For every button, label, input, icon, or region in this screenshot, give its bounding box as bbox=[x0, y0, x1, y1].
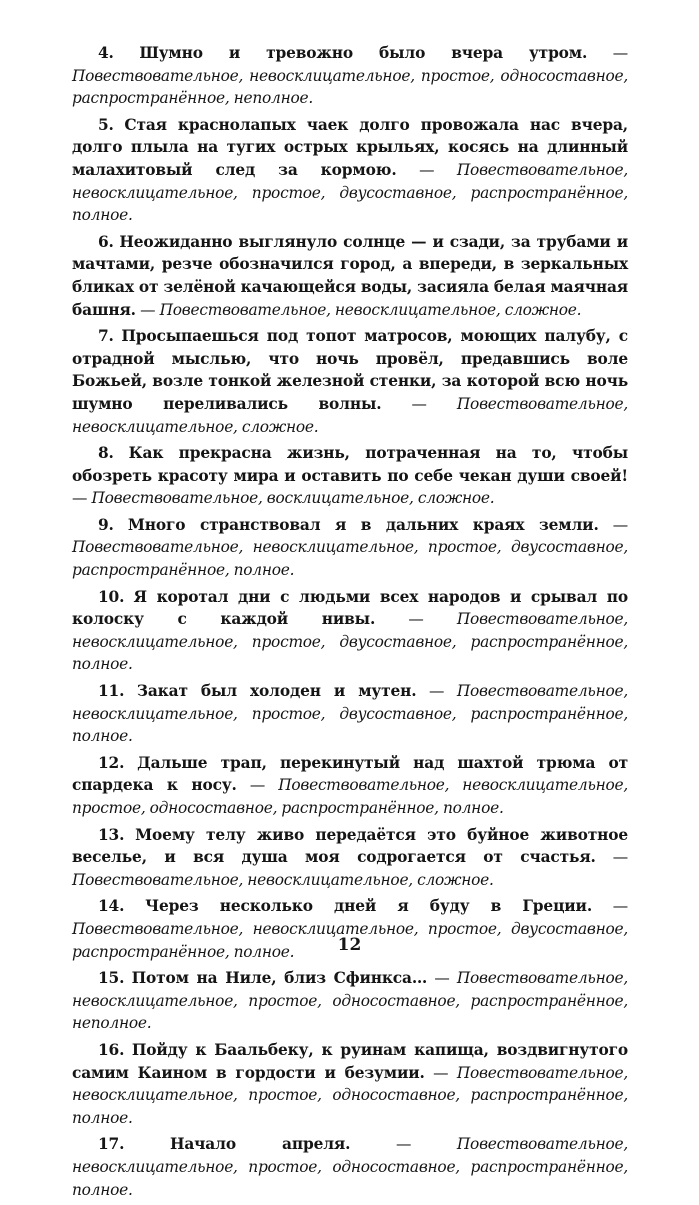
entry-sentence: Начало апреля. bbox=[169, 1135, 351, 1154]
entry-number: 9. bbox=[98, 515, 114, 534]
entry-13 bbox=[72, 824, 628, 892]
entry-sentence: Потом на Ниле, близ Сфинкса… bbox=[131, 969, 428, 988]
entry-number: 14. bbox=[98, 897, 125, 916]
entry-sentence: Моему телу живо передаётся это буйное животное веселье, и вся душа моя содрогается от счастья. bbox=[72, 825, 628, 867]
entry-dash: — bbox=[236, 776, 279, 795]
entry-number: 12. bbox=[98, 753, 125, 772]
entry-8 bbox=[72, 442, 628, 510]
entry-analysis: Повествовательное, невосклицательное, простое, двусоставное, распространённое, полное. bbox=[72, 919, 628, 961]
entry-sentence: Пойду к Баальбеку, к руинам капища, воздвигнутого самим Каином в гордости и безумии. bbox=[72, 1040, 628, 1082]
entry-7 bbox=[72, 325, 628, 438]
entry-number: 10. bbox=[98, 587, 125, 606]
entry-analysis: Повествовательное, невосклицательное, простое, двусоставное, распространённое, полное. bbox=[72, 610, 628, 674]
entry-number: 17. bbox=[98, 1135, 125, 1154]
entry-number: 6. bbox=[98, 232, 114, 251]
entry-analysis: Повествовательное, невосклицательное, простое, двусоставное, распространённое, полное. bbox=[72, 160, 628, 225]
entry-dash: — bbox=[375, 610, 457, 629]
entry-number: 5. bbox=[98, 115, 114, 134]
entry-sentence: Я коротал дни с людьми всех народов и срывал по колоску с каждой нивы. bbox=[72, 587, 628, 629]
entry-17 bbox=[72, 1133, 628, 1201]
entry-sentence: Через несколько дней я буду в Греции. bbox=[145, 897, 593, 916]
entry-16 bbox=[72, 1039, 628, 1129]
entry-analysis: Повествовательное, восклицательное, сложное. bbox=[91, 489, 495, 508]
entry-dash: — bbox=[592, 897, 628, 916]
entry-sentence: Шумно и тревожно было вчера утром. bbox=[139, 44, 588, 62]
entry-analysis: Повествовательное, невосклицательное, простое, двусоставное, распространённое, полное. bbox=[72, 682, 628, 746]
entry-sentence: Просыпаешься под топот матросов, моющих палубу, с отрадной мыслью, что ночь провёл, предавшись воле Божьей, возле тонкой железной стенки, за которой всю ночь шумно переливались волны. bbox=[72, 327, 628, 413]
entry-dash: — bbox=[595, 848, 629, 867]
entry-4 bbox=[72, 42, 628, 110]
entry-number: 11. bbox=[98, 682, 125, 701]
entry-sentence: Закат был холоден и мутен. bbox=[136, 682, 417, 701]
entry-analysis: Повествовательное, невосклицательное, простое, односоставное, распространённое, полное. bbox=[72, 776, 628, 817]
entry-dash: — bbox=[427, 969, 457, 988]
entry-6 bbox=[72, 231, 628, 321]
entry-analysis: Повествовательное, невосклицательное, простое, двусоставное, распространённое, полное. bbox=[72, 538, 628, 580]
entry-number: 8. bbox=[98, 444, 114, 463]
entry-analysis: Повествовательное, невосклицательное, сложное. bbox=[72, 394, 628, 436]
entry-5 bbox=[72, 114, 628, 227]
entry-analysis: Повествовательное, невосклицательное, простое, односоставное, распространённое, полное. bbox=[72, 1063, 628, 1127]
entry-analysis: Повествовательное, невосклицательное, сложное. bbox=[72, 870, 494, 889]
entry-sentence: Дальше трап, перекинутый над шахтой трюма от спардека к носу. bbox=[72, 753, 628, 795]
page-number: 12 bbox=[337, 935, 362, 955]
entry-9 bbox=[72, 514, 628, 582]
entry-dash: — bbox=[135, 300, 160, 319]
entry-dash: — bbox=[350, 1135, 457, 1154]
entry-sentence: Стая краснолапых чаек долго провожала нас вчера, долго плыла на тугих острых крыльях, косясь на длинный малахитовый след за кормою. bbox=[72, 115, 628, 179]
page-body bbox=[72, 42, 628, 1205]
entry-number: 16. bbox=[98, 1040, 125, 1059]
entry-dash: — bbox=[396, 160, 457, 179]
entry-dash: — bbox=[424, 1063, 457, 1082]
entry-number: 4. bbox=[98, 44, 114, 62]
entry-dash: — bbox=[381, 394, 457, 413]
entry-analysis: Повествовательное, невосклицательное, простое, односоставное, распространённое, полное. bbox=[72, 1135, 628, 1199]
entry-number: 13. bbox=[98, 825, 125, 844]
entry-analysis: Повествовательное, невосклицательное, простое, односоставное, распространённое, неполное. bbox=[72, 969, 628, 1033]
entry-sentence: Как прекрасна жизнь, потраченная на то, чтобы обозреть красоту мира и оставить по себе чекан души своей! bbox=[72, 444, 628, 485]
entry-dash: — bbox=[72, 489, 92, 508]
entry-number: 7. bbox=[98, 327, 114, 346]
entry-sentence: Неожиданно выглянуло солнце — и сзади, за трубами и мачтами, резче обозначился город, а впереди, в зеркальных бликах от зелёной качающейся воды, засияла белая маячная башня. bbox=[72, 232, 628, 319]
entry-number: 15. bbox=[98, 969, 125, 988]
entry-12 bbox=[72, 752, 628, 820]
entry-dash: — bbox=[587, 44, 629, 62]
entry-sentence: Много странствовал я в дальних краях земли. bbox=[127, 515, 599, 534]
entry-analysis: Повествовательное, невосклицательное, простое, односоставное, распространённое, неполное. bbox=[72, 66, 628, 108]
entry-11 bbox=[72, 680, 628, 748]
entry-analysis: Повествовательное, невосклицательное, сложное. bbox=[159, 300, 582, 319]
entry-10 bbox=[72, 586, 628, 676]
entry-dash: — bbox=[416, 682, 457, 701]
entry-15 bbox=[72, 967, 628, 1035]
entry-dash: — bbox=[598, 515, 628, 534]
